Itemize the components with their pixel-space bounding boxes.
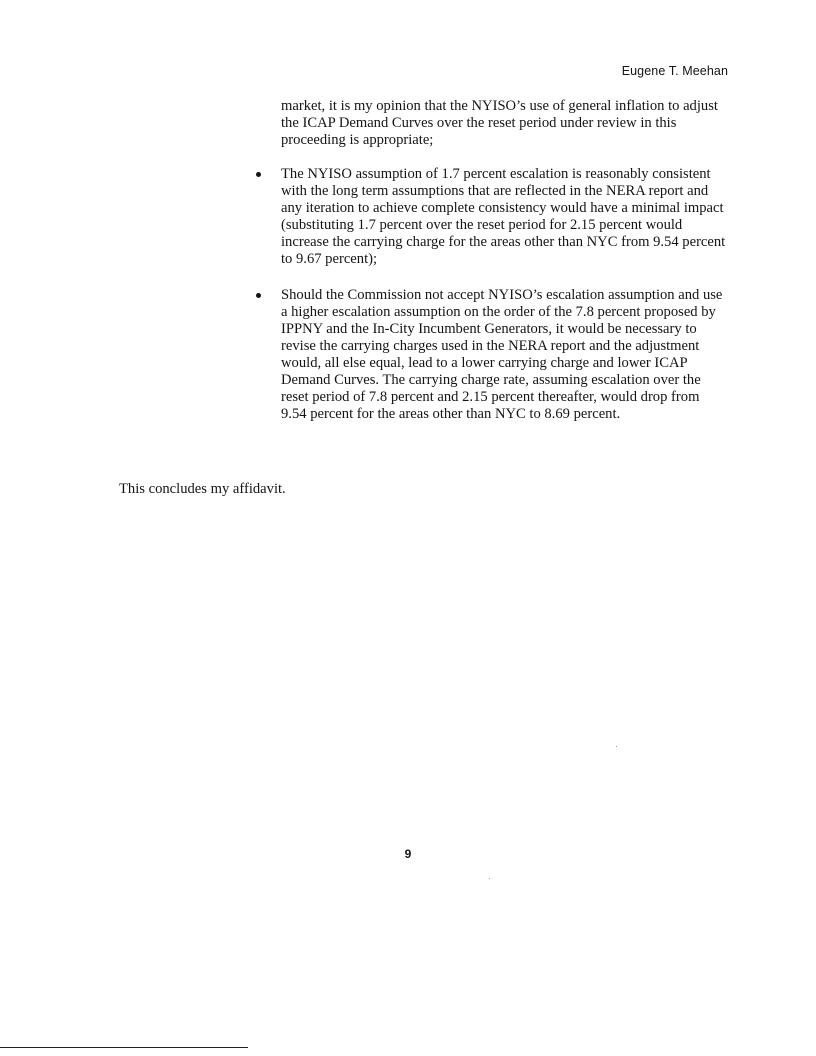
bullet-list	[250, 166, 726, 441]
scan-speck	[489, 878, 490, 879]
bullet-item-escalation-consistency	[250, 166, 726, 269]
closing-statement: This concludes my affidavit.	[119, 481, 286, 497]
scan-speck	[616, 746, 617, 747]
running-header-author: Eugene T. Meehan	[621, 64, 728, 78]
bullet-item-higher-escalation	[250, 287, 726, 424]
bullet-text: Should the Commission not accept NYISO’s escalation assumption and use a higher escalation assumption on the order of the 7.8 percent proposed by IPPNY and the In-City Incumbent Generators, it would be necessary to revise the carrying charges used in the NERA report and the adjustment would, all else equal, lead to a lower carrying charge and lower ICAP Demand Curves. The carrying charge rate, assuming escalation over the reset period of 7.8 percent and 2.15 percent thereafter, would drop from 9.54 percent for the areas other than NYC to 8.69 percent.	[281, 286, 723, 423]
bullet-text: The NYISO assumption of 1.7 percent escalation is reasonably consistent with the long term assumptions that are reflected in the NERA report and any iteration to achieve complete consistency would have a minimal impact (substituting 1.7 percent over the reset period for 2.15 percent would increase the carrying charge for the areas other than NYC from 9.54 percent to 9.67 percent);	[281, 166, 726, 268]
footnote-separator	[0, 1047, 248, 1048]
continued-paragraph: market, it is my opinion that the NYISO’s use of general inflation to adjust the ICAP Demand Curves over the reset period under review in this proceeding is appropriate;	[281, 98, 718, 149]
bullet-icon	[256, 293, 261, 298]
bullet-icon	[256, 172, 261, 177]
page-number: 9	[404, 847, 412, 861]
